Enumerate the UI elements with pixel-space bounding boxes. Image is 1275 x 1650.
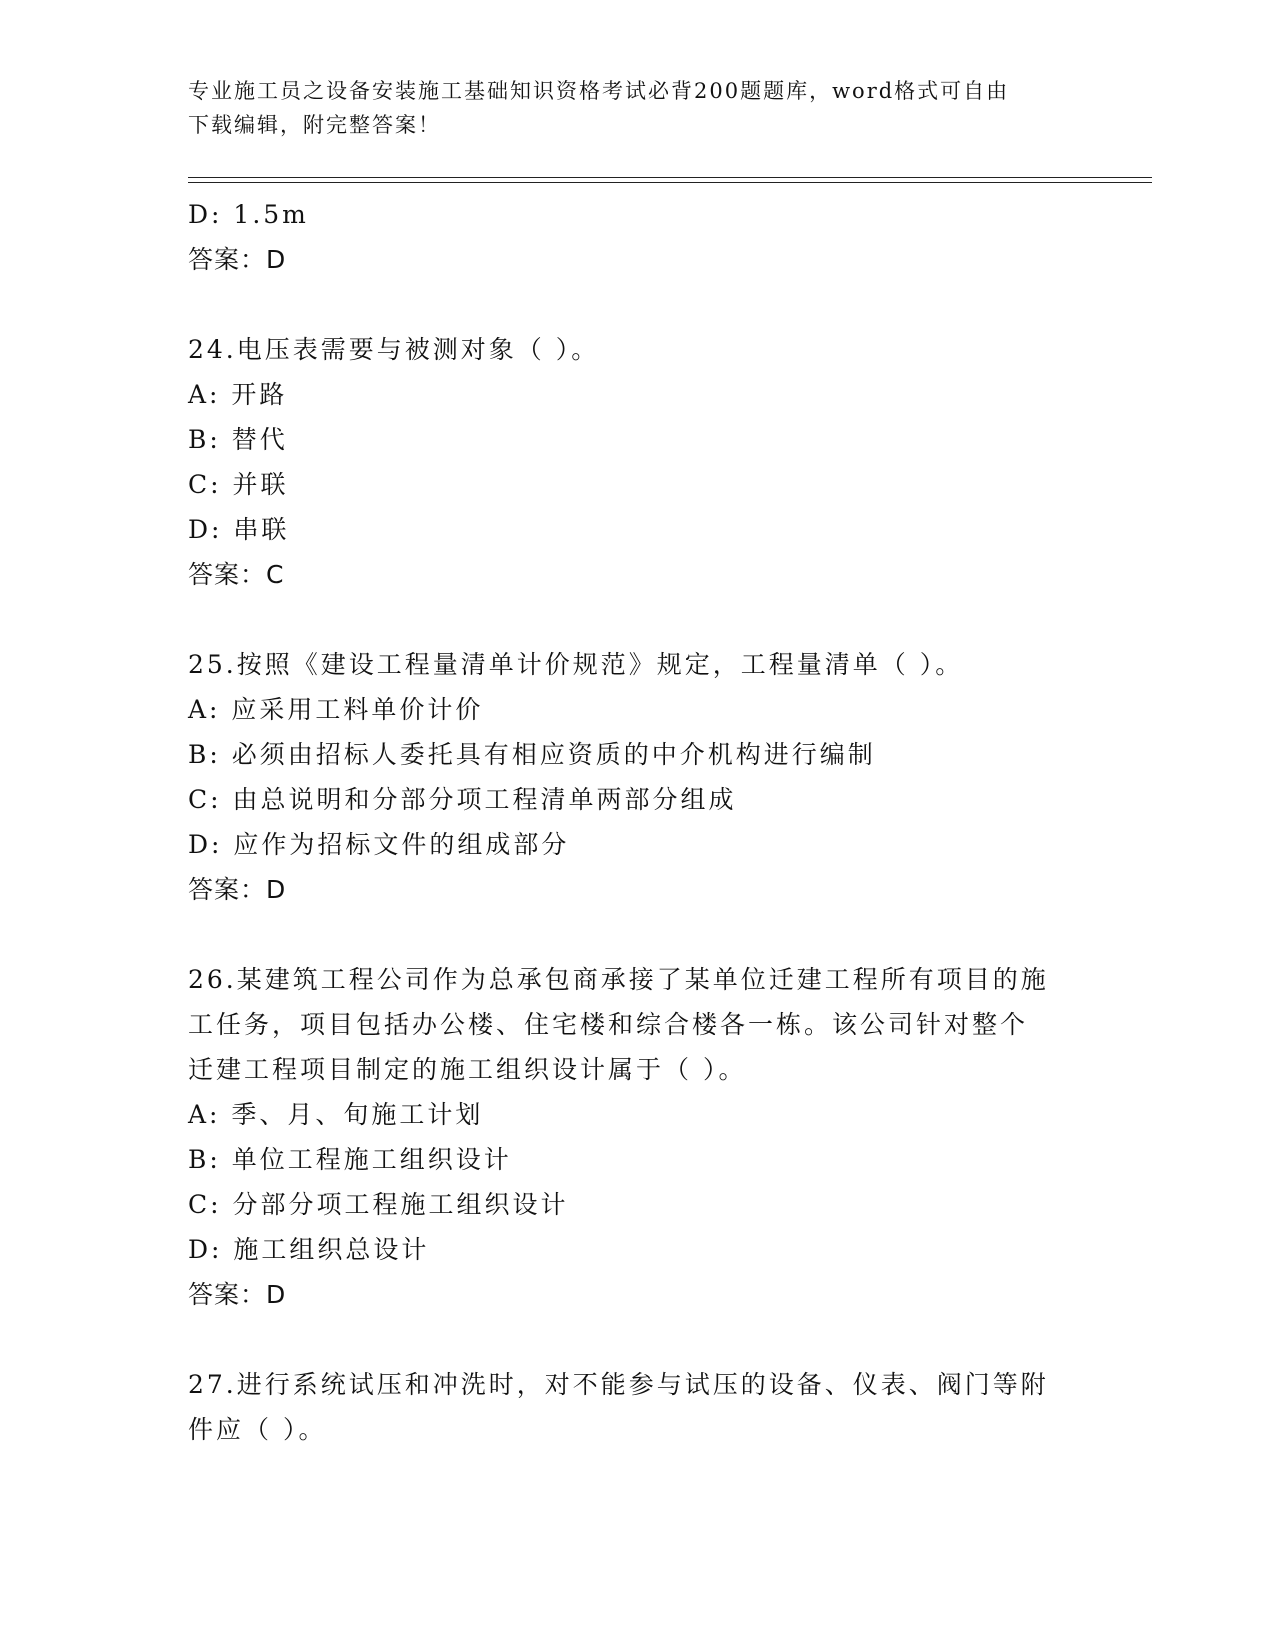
option-b: B: 单位工程施工组织设计: [188, 1145, 512, 1174]
question-text: 27.进行系统试压和冲洗时，对不能参与试压的设备、仪表、阀门等附: [188, 1370, 1049, 1399]
header-rule: [188, 177, 1152, 178]
option-d: D: 1.5m: [188, 200, 309, 229]
answer-line: 答案：D: [188, 1280, 287, 1309]
answer-line: 答案：C: [188, 560, 285, 589]
question-text: 迁建工程项目制定的施工组织设计属于（ ）。: [188, 1055, 747, 1084]
option-a: A: 开路: [188, 380, 288, 409]
option-a: A: 季、月、旬施工计划: [188, 1100, 484, 1129]
option-d: D: 串联: [188, 515, 290, 544]
option-d: D: 施工组织总设计: [188, 1235, 430, 1264]
spacer: [188, 1317, 1088, 1362]
question-text: 25.按照《建设工程量清单计价规范》规定，工程量清单（ ）。: [188, 650, 964, 679]
question-text: 工任务，项目包括办公楼、住宅楼和综合楼各一栋。该公司针对整个: [188, 1010, 1029, 1039]
option-c: C: 并联: [188, 470, 289, 499]
header-line: 下载编辑，附完整答案！: [188, 113, 441, 137]
option-d: D: 应作为招标文件的组成部分: [188, 830, 570, 859]
answer-line: 答案：D: [188, 245, 287, 274]
question-text: 24.电压表需要与被测对象（ ）。: [188, 335, 600, 364]
spacer: [188, 597, 1088, 642]
header-line: 专业施工员之设备安装施工基础知识资格考试必背200题题库，word格式可自由: [188, 79, 1010, 103]
question-text: 26.某建筑工程公司作为总承包商承接了某单位迁建工程所有项目的施: [188, 965, 1049, 994]
option-a: A: 应采用工料单价计价: [188, 695, 484, 724]
spacer: [188, 912, 1088, 957]
document-body: [188, 192, 1088, 1452]
question-block: [188, 642, 1088, 912]
question-text: 件应（ ）。: [188, 1415, 327, 1444]
spacer: [188, 282, 1088, 327]
option-c: C: 由总说明和分部分项工程清单两部分组成: [188, 785, 737, 814]
answer-line: 答案：D: [188, 875, 287, 904]
option-b: B: 必须由招标人委托具有相应资质的中介机构进行编制: [188, 740, 876, 769]
question-block: [188, 327, 1088, 597]
question-block: [188, 957, 1088, 1317]
question-block: [188, 1362, 1088, 1452]
option-c: C: 分部分项工程施工组织设计: [188, 1190, 569, 1219]
option-b: B: 替代: [188, 425, 288, 454]
header-rule: [188, 182, 1152, 183]
document-header: [188, 74, 1088, 142]
